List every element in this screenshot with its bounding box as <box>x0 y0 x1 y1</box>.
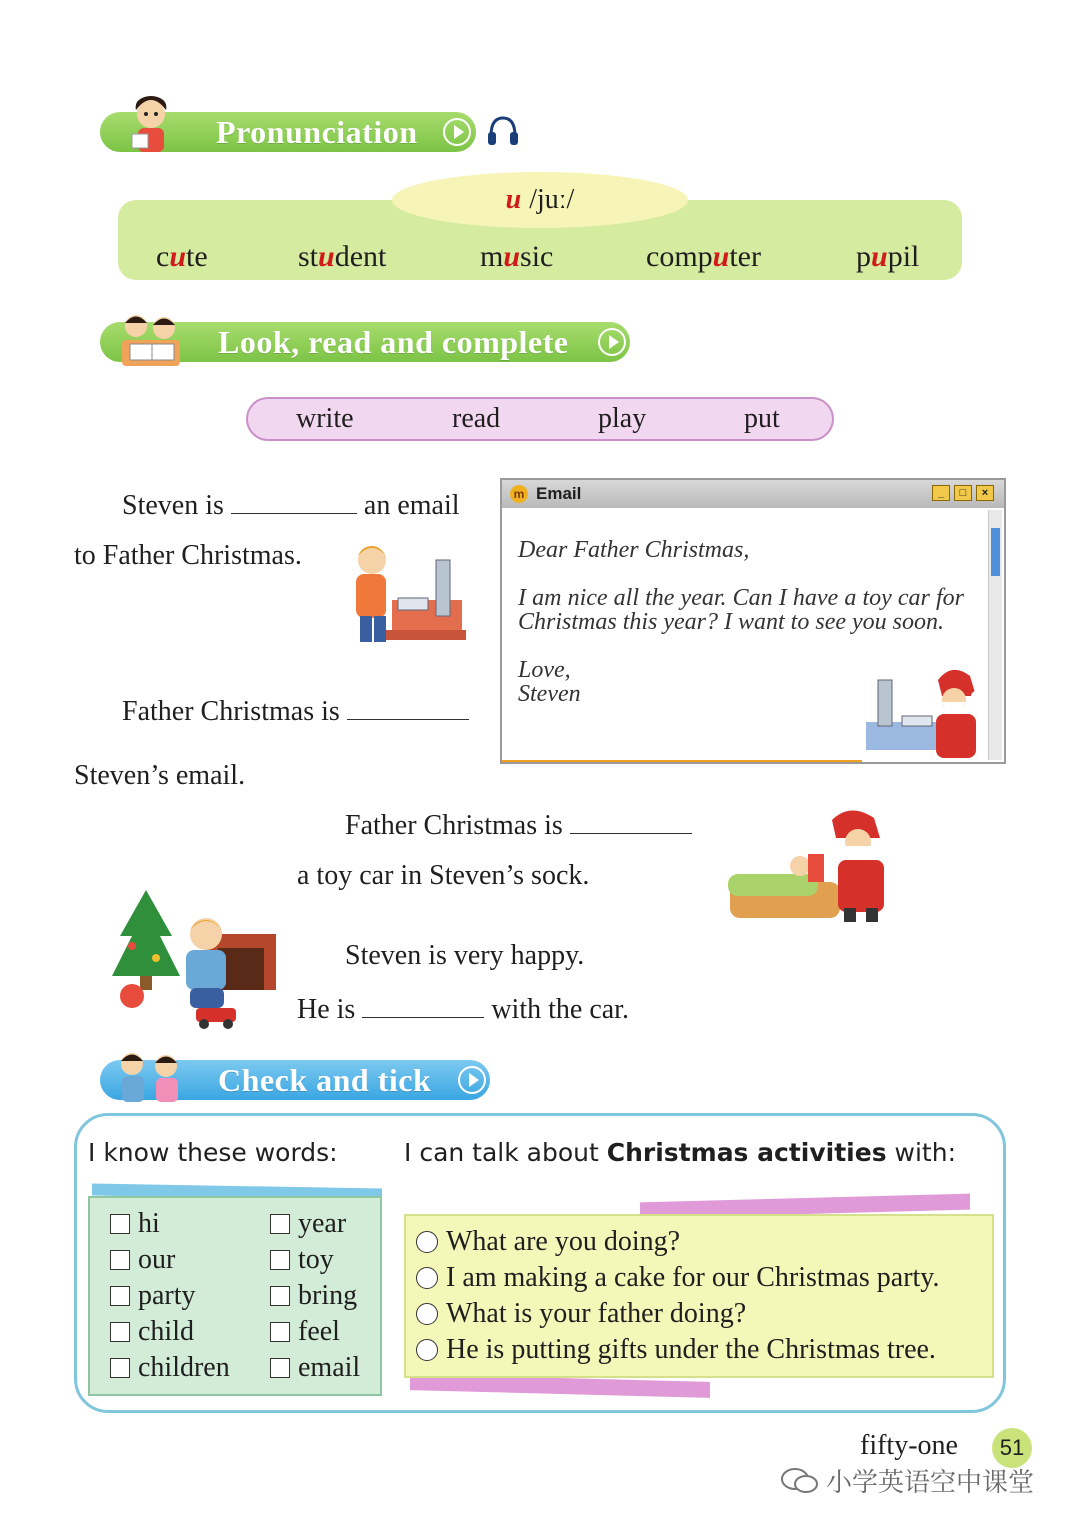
watermark-text: 小学英语空中课堂 <box>826 1468 1035 1498</box>
headphones-icon[interactable] <box>486 114 520 148</box>
page-number-word: fifty-one <box>860 1430 958 1461</box>
phrases-heading: I can talk about Christmas activities with: <box>404 1138 956 1167</box>
radio-circle[interactable] <box>416 1303 438 1325</box>
word-bank-item: read <box>452 403 501 434</box>
ipa-symbol: /juː/ <box>529 184 575 215</box>
santa-at-computer-image <box>866 666 986 762</box>
word-checkbox-year[interactable]: year <box>270 1208 346 1240</box>
section-title: Look, read and complete <box>218 323 569 360</box>
email-closing: Love, <box>518 657 571 683</box>
word-checkbox-child[interactable]: child <box>110 1316 194 1348</box>
answer-blank[interactable] <box>231 488 357 514</box>
email-message: I am nice all the year. Can I have a toy car for Christmas this year? I want to see you soon. <box>518 585 964 635</box>
boy-with-tree-image <box>110 886 282 1030</box>
checkbox[interactable] <box>270 1214 290 1234</box>
email-window <box>500 478 1006 764</box>
page-number-badge: 51 <box>992 1428 1032 1468</box>
scrollbar-thumb[interactable] <box>991 528 1000 576</box>
sentence-2-cont: Steven’s email. <box>74 760 246 791</box>
play-arrow-icon[interactable] <box>458 1066 486 1094</box>
radio-circle[interactable] <box>416 1231 438 1253</box>
email-underline <box>502 760 862 762</box>
pron-word-student: student <box>298 240 387 273</box>
play-arrow-icon[interactable] <box>443 118 471 146</box>
two-kids-icon <box>110 1048 190 1106</box>
sentence-3-cont: a toy car in Steven’s sock. <box>297 860 590 891</box>
sentence-1-cont: to Father Christmas. <box>74 540 302 571</box>
word-bank-item: play <box>598 403 647 434</box>
minimize-icon[interactable]: _ <box>932 485 950 501</box>
answer-blank[interactable] <box>362 992 484 1018</box>
pron-word-computer: computer <box>646 240 761 273</box>
mail-app-icon: m <box>510 485 528 503</box>
section-title: Check and tick <box>218 1061 432 1098</box>
answer-blank[interactable] <box>347 694 469 720</box>
checkbox[interactable] <box>270 1250 290 1270</box>
email-scrollbar[interactable] <box>988 510 1002 760</box>
target-letter: u <box>505 184 522 215</box>
email-titlebar <box>502 480 1004 508</box>
checkbox[interactable] <box>270 1358 290 1378</box>
watermark <box>780 1462 1034 1499</box>
radio-circle[interactable] <box>416 1339 438 1361</box>
sentence-4-cont: He is with the car. <box>297 994 629 1025</box>
word-bank-item: put <box>744 403 780 434</box>
word-bank <box>246 397 834 441</box>
pron-word-cute: cute <box>156 240 208 273</box>
checkbox[interactable] <box>110 1250 130 1270</box>
word-checkbox-hi[interactable]: hi <box>110 1208 160 1240</box>
email-title: Email <box>536 484 582 503</box>
phrase-option[interactable]: What is your father doing? <box>416 1298 746 1330</box>
sentence-2: Father Christmas is <box>122 694 469 728</box>
maximize-icon[interactable]: □ <box>954 485 972 501</box>
checkbox[interactable] <box>270 1286 290 1306</box>
word-checkbox-email[interactable]: email <box>270 1352 360 1384</box>
word-checkbox-children[interactable]: children <box>110 1352 230 1384</box>
reading-kids-icon <box>116 310 186 368</box>
checkbox[interactable] <box>270 1322 290 1342</box>
phrase-option[interactable]: What are you doing? <box>416 1226 680 1258</box>
checkbox[interactable] <box>110 1286 130 1306</box>
sentence-3: Father Christmas is <box>345 808 692 842</box>
section-title: Pronunciation <box>216 113 418 150</box>
checkbox[interactable] <box>110 1214 130 1234</box>
word-checkbox-feel[interactable]: feel <box>270 1316 340 1348</box>
pron-word-music: music <box>480 240 554 273</box>
word-checkbox-bring[interactable]: bring <box>270 1280 357 1312</box>
sentence-1: Steven is an email <box>122 490 460 521</box>
wechat-icon <box>780 1466 820 1496</box>
sentence-4: Steven is very happy. <box>345 940 585 971</box>
sound-label <box>392 172 688 228</box>
boy-at-computer-image <box>340 540 466 646</box>
checkbox[interactable] <box>110 1322 130 1342</box>
words-heading: I know these words: <box>88 1138 338 1167</box>
word-checkbox-toy[interactable]: toy <box>270 1244 334 1276</box>
pron-word-pupil: pupil <box>856 240 920 273</box>
word-checkbox-our[interactable]: our <box>110 1244 175 1276</box>
word-checkbox-party[interactable]: party <box>110 1280 196 1312</box>
checkbox[interactable] <box>110 1358 130 1378</box>
santa-delivering-image <box>724 804 900 924</box>
answer-blank[interactable] <box>570 808 692 834</box>
email-greeting: Dear Father Christmas, <box>518 537 750 563</box>
girl-avatar-icon <box>126 94 176 156</box>
word-bank-item: write <box>296 403 354 434</box>
email-signature: Steven <box>518 681 581 707</box>
phrase-option[interactable]: I am making a cake for our Christmas party. <box>416 1262 939 1294</box>
close-icon[interactable]: × <box>976 485 994 501</box>
phrase-option[interactable]: He is putting gifts under the Christmas tree. <box>416 1334 936 1366</box>
play-arrow-icon[interactable] <box>598 328 626 356</box>
radio-circle[interactable] <box>416 1267 438 1289</box>
